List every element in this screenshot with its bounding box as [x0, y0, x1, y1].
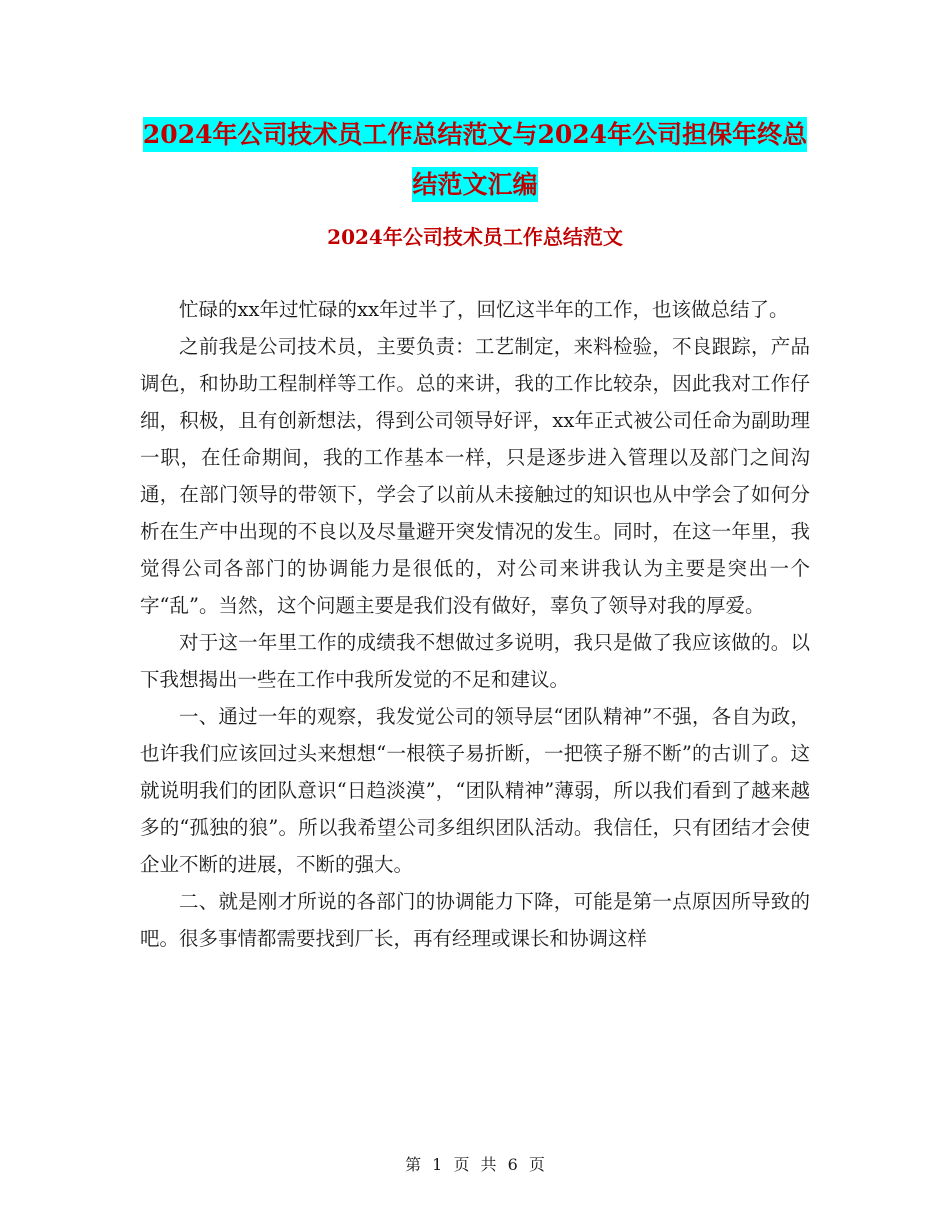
document-body: [140, 291, 810, 957]
paragraph-1: 忙碌的xx年过忙碌的xx年过半了，回忆这半年的工作，也该做总结了。: [179, 298, 789, 321]
paragraph-3: 对于这一年里工作的成绩我不想做过多说明，我只是做了我应该做的。以下我想揭出一些在工作中我所发觉的不足和建议。: [140, 631, 810, 691]
paragraph-2: 之前我是公司技术员，主要负责：工艺制定，来料检验，不良跟踪，产品调色，和协助工程制样等工作。总的来讲，我的工作比较杂，因此我对工作仔细，积极，且有创新想法，得到公司领导好评，xx年正式被公司任命为副助理一职，在任命期间，我的工作基本一样，只是逐步进入管理以及部门之间沟通，在部门领导的带领下，学会了以前从未接触过的知识也从中学会了如何分析在生产中出现的不良以及尽量避开突发情况的发生。同时，在这一年里，我觉得公司各部门的协调能力是很低的，对公司来讲我认为主要是突出一个字“乱”。当然，这个问题主要是我们没有做好，辜负了领导对我的厚爱。: [140, 335, 810, 617]
paragraph-5: 二、就是刚才所说的各部门的协调能力下降，可能是第一点原因所导致的吧。很多事情都需要找到厂长，再有经理或课长和协调这样: [140, 890, 810, 950]
document-title-highlight: 2024年公司技术员工作总结范文与2024年公司担保年终总结范文汇编: [143, 117, 807, 202]
page-footer: 第 1 页 共 6 页: [405, 1155, 545, 1174]
section-heading: 2024年公司技术员工作总结范文: [327, 225, 623, 249]
paragraph-4: 一、通过一年的观察，我发觉公司的领导层“团队精神”不强，各自为政，也许我们应该回过头来想想“一根筷子易折断，一把筷子掰不断”的古训了。这就说明我们的团队意识“日趋淡漠”，“团队精神”薄弱，所以我们看到了越来越多的“孤独的狼”。所以我希望公司多组织团队活动。我信任，只有团结才会使企业不断的进展，不断的强大。: [140, 705, 810, 876]
document-title: [140, 110, 810, 210]
